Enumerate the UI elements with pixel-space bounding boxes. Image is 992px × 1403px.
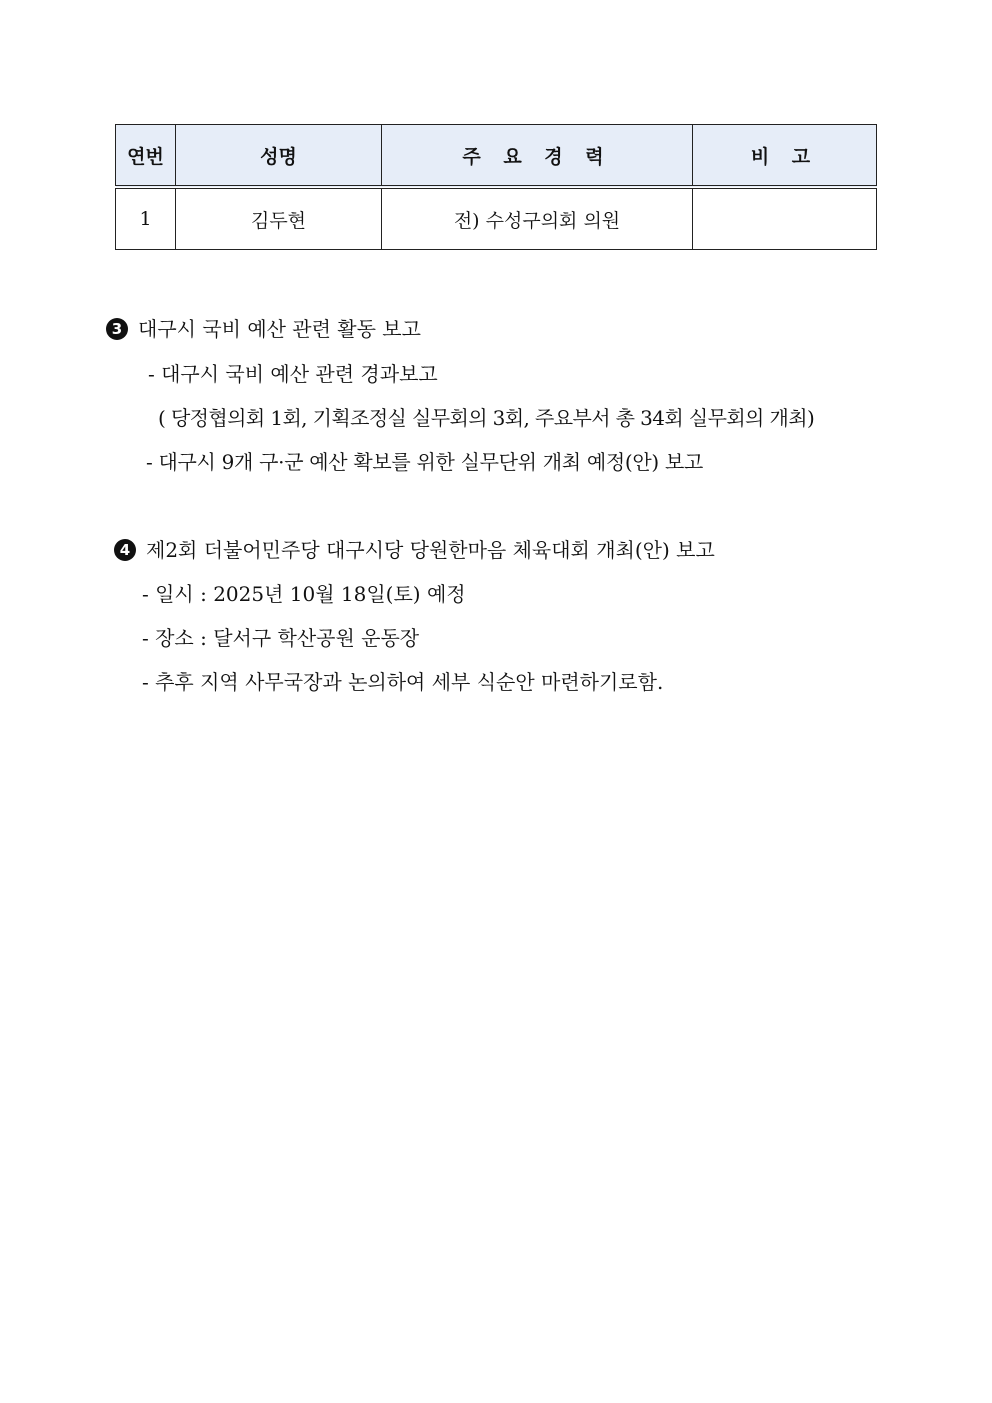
section-3-item: ( 당정협의회 1회, 기획조정실 실무회의 3회, 주요부서 총 34회 실무회의 개최) xyxy=(158,406,815,430)
cell-note xyxy=(693,187,877,250)
member-table xyxy=(115,124,877,250)
section-3-item: - 대구시 국비 예산 관련 경과보고 xyxy=(148,362,438,386)
section-3-item: - 대구시 9개 구·군 예산 확보를 위한 실무단위 개최 예정(안) 보고 xyxy=(146,450,703,474)
section-4-title: 제2회 더불어민주당 대구시당 당원한마음 체육대회 개최(안) 보고 xyxy=(146,538,715,562)
section-4-heading xyxy=(114,536,715,564)
cell-name: 김두현 xyxy=(176,187,382,250)
section-4-item: - 추후 지역 사무국장과 논의하여 세부 식순안 마련하기로함. xyxy=(142,670,664,694)
table-header-row xyxy=(116,125,877,188)
section-4-item: - 일시 : 2025년 10월 18일(토) 예정 xyxy=(142,582,466,606)
cell-number: 1 xyxy=(116,187,176,250)
number-4-badge: 4 xyxy=(114,539,136,561)
table-row xyxy=(116,187,877,250)
section-3-heading xyxy=(106,315,421,343)
cell-career: 전) 수성구의회 의원 xyxy=(382,187,693,250)
section-3-title: 대구시 국비 예산 관련 활동 보고 xyxy=(138,317,421,341)
header-number: 연번 xyxy=(116,125,176,188)
section-4-item: - 장소 : 달서구 학산공원 운동장 xyxy=(142,626,420,650)
header-name: 성명 xyxy=(176,125,382,188)
number-3-badge: 3 xyxy=(106,318,128,340)
header-career: 주 요 경 력 xyxy=(382,125,693,188)
header-note: 비 고 xyxy=(693,125,877,188)
